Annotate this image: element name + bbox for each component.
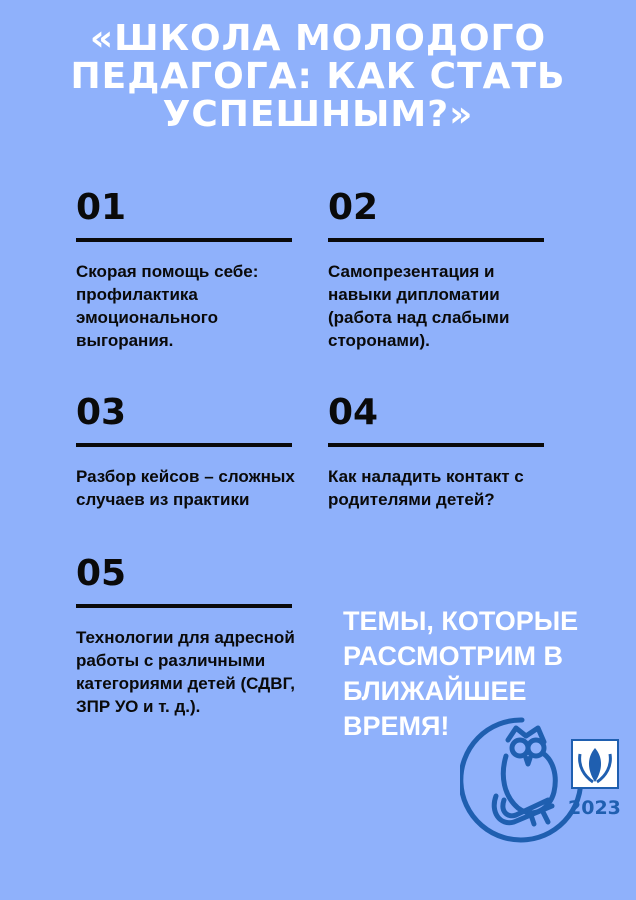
topic-item-01 bbox=[76, 188, 296, 352]
note-line-1: ТЕМЫ, КОТОРЫЕ bbox=[343, 606, 579, 636]
note-line-4: ВРЕМЯ! bbox=[343, 711, 450, 741]
topic-text: Технологии для адресной работы с различными категориями детей (СДВГ, ЗПР УО и т. д.). bbox=[76, 628, 296, 716]
topic-text: Самопрезентация и навыки дипломатии (работа над слабыми сторонами). bbox=[328, 262, 510, 350]
title-line-1: «ШКОЛА МОЛОДОГО bbox=[89, 18, 547, 59]
topic-item-05 bbox=[76, 554, 296, 718]
topic-number: 05 bbox=[76, 553, 127, 594]
note-line-2: РАССМОТРИМ В bbox=[343, 641, 563, 671]
school-logo bbox=[460, 700, 630, 860]
topic-number: 02 bbox=[328, 187, 379, 228]
topic-text: Как наладить контакт с родителями детей? bbox=[328, 467, 524, 509]
topic-divider bbox=[328, 238, 544, 242]
topic-item-03 bbox=[76, 393, 296, 511]
topic-item-04 bbox=[328, 393, 548, 511]
page-title bbox=[0, 20, 636, 134]
topic-divider bbox=[328, 443, 544, 447]
topic-number: 01 bbox=[76, 187, 127, 228]
topic-number: 04 bbox=[328, 392, 379, 433]
title-line-2: ПЕДАГОГА: КАК СТАТЬ bbox=[70, 56, 566, 97]
topic-text: Разбор кейсов – сложных случаев из практики bbox=[76, 467, 295, 509]
note-line-3: БЛИЖАЙШЕЕ bbox=[343, 676, 527, 706]
logo-year: 2023 bbox=[568, 797, 621, 819]
topic-number: 03 bbox=[76, 392, 127, 433]
topic-divider bbox=[76, 443, 292, 447]
topic-divider bbox=[76, 238, 292, 242]
title-line-3: УСПЕШНЫМ?» bbox=[162, 94, 474, 135]
topic-divider bbox=[76, 604, 292, 608]
topic-item-02 bbox=[328, 188, 548, 352]
owl-pencil-emblem-icon bbox=[460, 700, 630, 860]
topic-text: Скорая помощь себе: профилактика эмоционального выгорания. bbox=[76, 262, 259, 350]
